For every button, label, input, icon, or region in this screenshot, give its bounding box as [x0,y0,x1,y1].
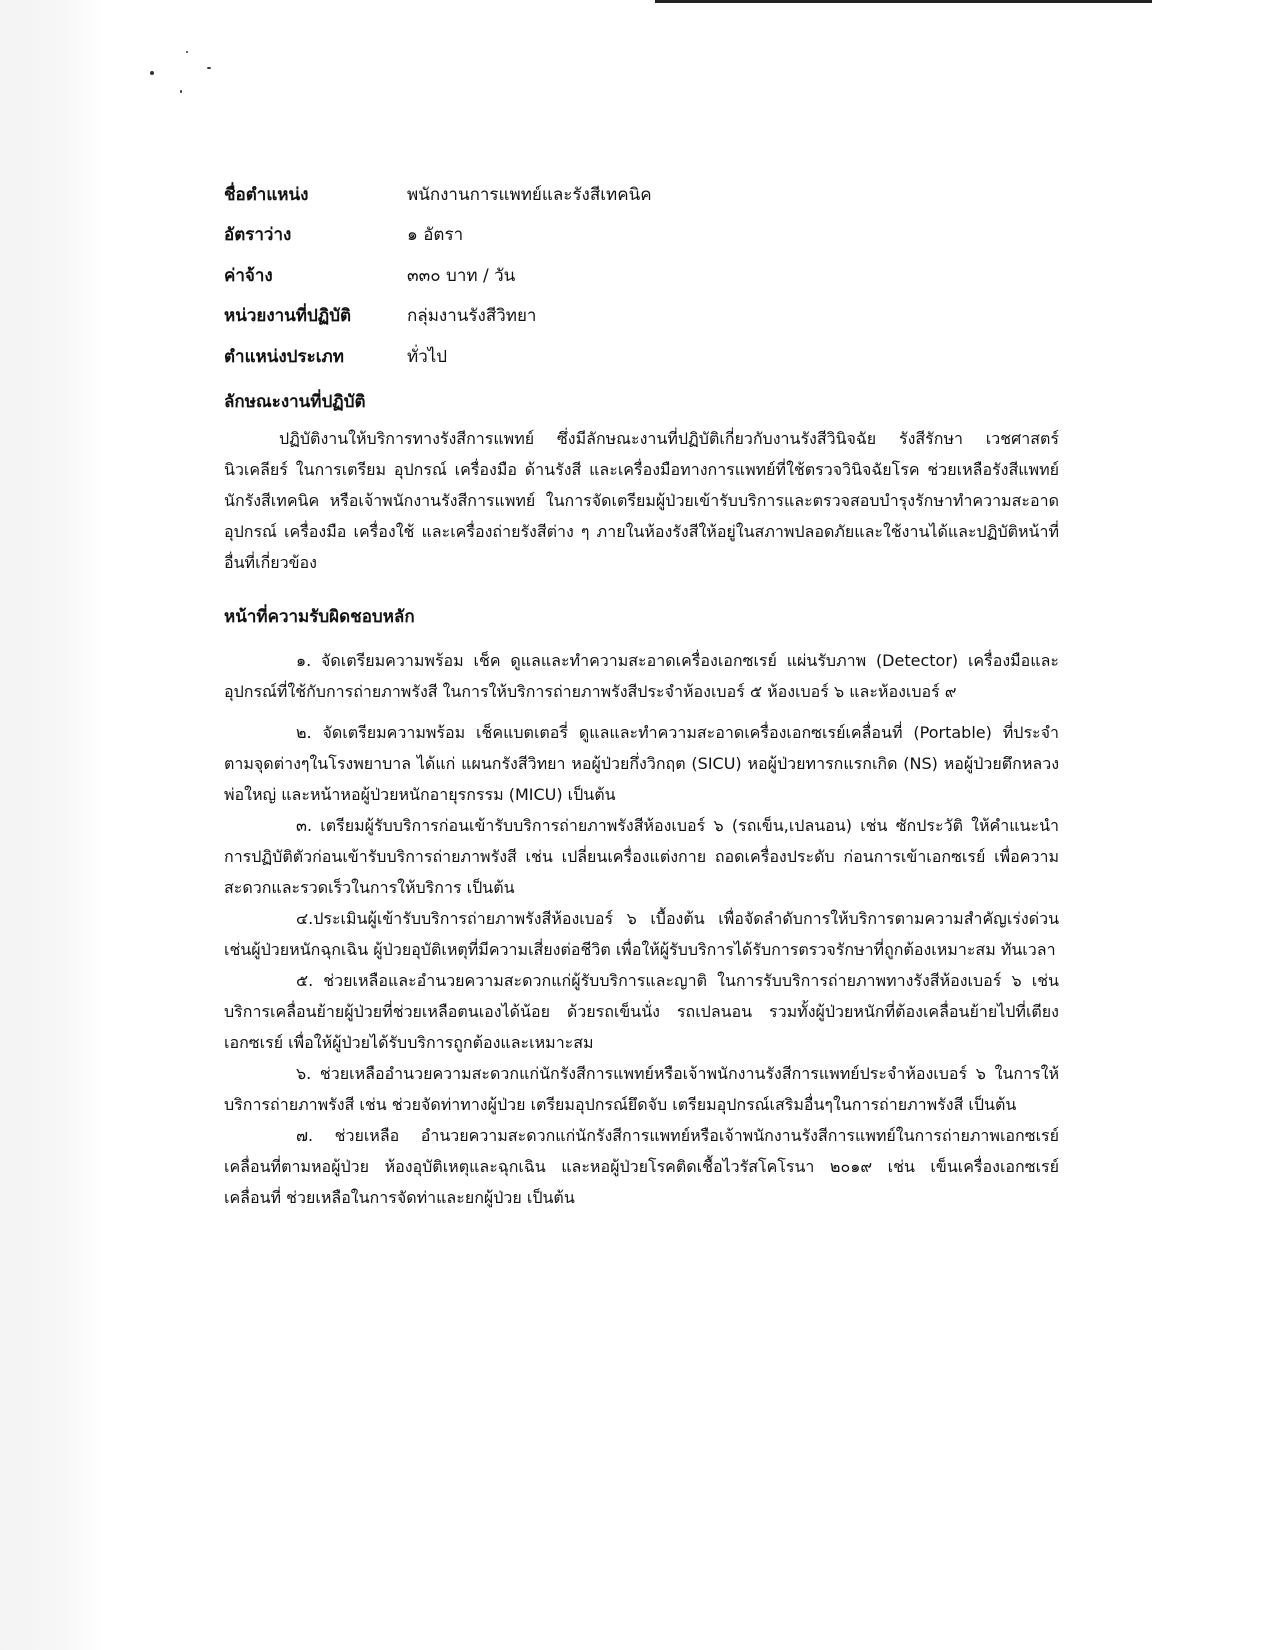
duty-item: ๓. เตรียมผู้รับบริการก่อนเข้ารับบริการถ่ายภาพรังสีห้องเบอร์ ๖ (รถเข็น,เปลนอน) เช่น ซักประวัติ ให้คำแนะนำการปฏิบัติตัวก่อนเข้ารับบริการถ่ายภาพรังสี เช่น เปลี่ยนเครื่องแต่งกาย ถอดเครื่องประดับ ก่อนการเข้าเอกซเรย์ เพื่อความสะดวกและรวดเร็วในการให้บริการ เป็นต้น [224,816,1059,897]
scan-shadow [0,0,105,1650]
duty-item: ๖. ช่วยเหลืออำนวยความสะดวกแก่นักรังสีการแพทย์หรือเจ้าพนักงานรังสีการแพทย์ประจำห้องเบอร์ ๖ ในการให้บริการถ่ายภาพรังสี เช่น ช่วยจัดท่าทางผู้ป่วย เตรียมอุปกรณ์ยึดจับ เตรียมอุปกรณ์เสริมอื่นๆในการถ่ายภาพรังสี เป็นต้น [224,1064,1059,1114]
duties-section [224,603,1059,638]
field-row-wage [224,255,1084,296]
position-fields [224,174,1084,377]
duty-item: ๔.ประเมินผู้เข้ารับบริการถ่ายภาพรังสีห้องเบอร์ ๖ เบื้องต้น เพื่อจัดลำดับการให้บริการตามความสำคัญเร่งด่วน เช่นผู้ป่วยหนักฉุกเฉิน ผู้ป่วยอุบัติเหตุที่มีความเสี่ยงต่อชีวิต เพื่อให้ผู้รับบริการได้รับการตรวจรักษาที่ถูกต้องเหมาะสม ทันเวลา [224,909,1059,959]
field-value: ๑ อัตรา [407,225,464,246]
field-label: อัตราว่าง [224,225,292,246]
field-row-vacancy [224,215,1084,256]
scan-speck [186,51,188,53]
field-label: ตำแหน่งประเภท [224,346,344,367]
field-label: หน่วยงานที่ปฏิบัติ [224,306,352,327]
duty-item: ๑. จัดเตรียมความพร้อม เช็ค ดูแลและทำความสะอาดเครื่องเอกซเรย์ แผ่นรับภาพ (Detector) เครื่องมือและอุปกรณ์ที่ใช้กับการถ่ายภาพรังสี ในการให้บริการถ่ายภาพรังสีประจำห้องเบอร์ ๕ ห้องเบอร์ ๖ และห้องเบอร์ ๙ [224,651,1059,701]
field-row-department [224,296,1084,337]
scan-speck [150,71,154,75]
top-rule [655,0,1152,3]
field-label: ค่าจ้าง [224,265,273,286]
duties-heading: หน้าที่ความรับผิดชอบหลัก [224,607,415,627]
scan-speck [207,67,211,69]
duty-item: ๗. ช่วยเหลือ อำนวยความสะดวกแก่นักรังสีการแพทย์หรือเจ้าพนักงานรังสีการแพทย์ในการถ่ายภาพเอกซเรย์เคลื่อนที่ตามหอผู้ป่วย ห้องอุบัติเหตุและฉุกเฉิน และหอผู้ป่วยโรคติดเชื้อไวรัสโคโรนา ๒๐๑๙ เช่น เข็นเครื่องเอกซเรย์เคลื่อนที่ ช่วยเหลือในการจัดท่าและยกผู้ป่วย เป็นต้น [224,1126,1059,1207]
field-value: ทั่วไป [407,346,448,367]
job-nature-text: ปฏิบัติงานให้บริการทางรังสีการแพทย์ ซึ่งมีลักษณะงานที่ปฏิบัติเกี่ยวกับงานรังสีวินิจฉัย รังสีรักษา เวชศาสตร์นิวเคลียร์ ในการเตรียม อุปกรณ์ เครื่องมือ ด้านรังสี และเครื่องมือทางการแพทย์ที่ใช้ตรวจวินิจฉัยโรค ช่วยเหลือรังสีแพทย์ นักรังสีเทคนิค หรือเจ้าพนักงานรังสีการแพทย์ ในการจัดเตรียมผู้ป่วยเข้ารับบริการและตรวจสอบบำรุงรักษาทำความสะอาด อุปกรณ์ เครื่องมือ เครื่องใช้ และเครื่องถ่ายรังสีต่าง ๆ ภายในห้องรังสีให้อยู่ในสภาพปลอดภัยและใช้งานได้และปฏิบัติหน้าที่อื่นที่เกี่ยวข้อง [224,429,1059,572]
scan-speck [180,90,182,93]
job-nature-section [224,388,1059,578]
field-value: ๓๓๐ บาท / วัน [407,265,516,286]
field-row-category [224,336,1084,377]
duty-item: ๒. จัดเตรียมความพร้อม เช็คแบตเตอรี่ ดูแลและทำความสะอาดเครื่องเอกซเรย์เคลื่อนที่ (Portable) ที่ประจำตามจุดต่างๆในโรงพยาบาล ได้แก่ แผนกรังสีวิทยา หอผู้ป่วยกึ่งวิกฤต (SICU) หอผู้ป่วยทารกแรกเกิด (NS) หอผู้ป่วยตึกหลวงพ่อใหญ่ และหน้าหอผู้ป่วยหนักอายุรกรรม (MICU) เป็นต้น [224,723,1059,804]
field-value: พนักงานการแพทย์และรังสีเทคนิค [407,184,652,205]
field-label: ชื่อตำแหน่ง [224,184,309,205]
duty-item: ๕. ช่วยเหลือและอำนวยความสะดวกแก่ผู้รับบริการและญาติ ในการรับบริการถ่ายภาพทางรังสีห้องเบอร์ ๖ เช่น บริการเคลื่อนย้ายผู้ป่วยที่ช่วยเหลือตนเองได้น้อย ด้วยรถเข็นนั่ง รถเปลนอน รวมทั้งผู้ป่วยหนักที่ต้องเคลื่อนย้ายไปที่เตียงเอกซเรย์ เพื่อให้ผู้ป่วยได้รับบริการถูกต้องและเหมาะสม [224,971,1059,1052]
job-nature-heading: ลักษณะงานที่ปฏิบัติ [224,392,366,412]
field-row-position [224,174,1084,215]
duties-list [224,645,1059,1213]
field-value: กลุ่มงานรังสีวิทยา [407,306,537,327]
